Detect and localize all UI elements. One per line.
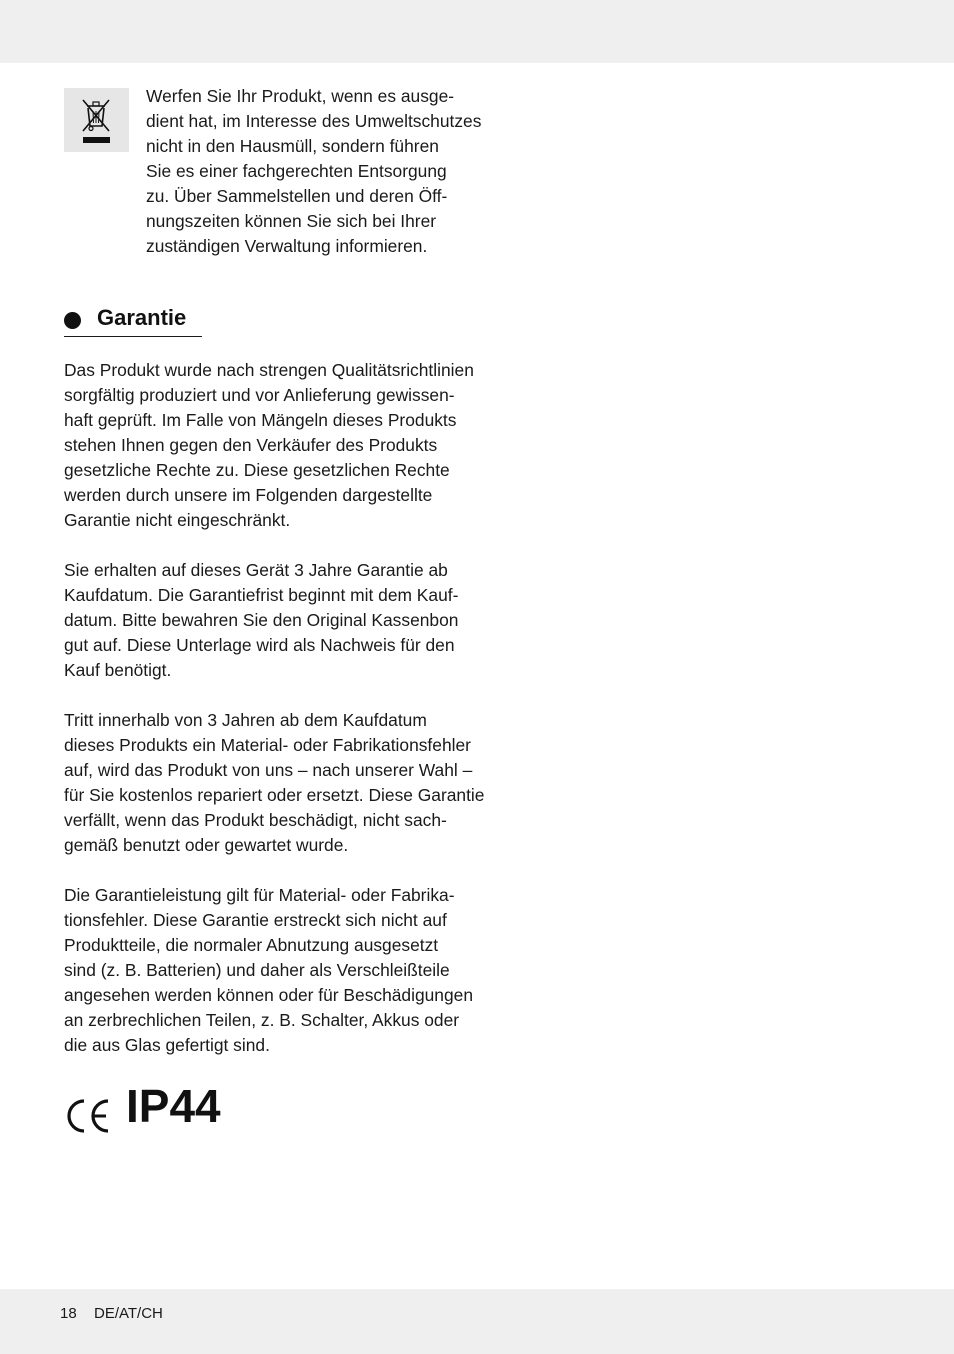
paragraph xyxy=(64,558,458,683)
section-heading xyxy=(64,304,202,337)
text-line: Die Garantieleistung gilt für Material- oder Fabrika- xyxy=(64,885,455,905)
ip-rating: IP44 xyxy=(126,1080,221,1132)
disposal-text xyxy=(146,84,481,259)
text-line: dieses Produkts ein Material- oder Fabrikationsfehler xyxy=(64,735,471,755)
text-line: nicht in den Hausmüll, sondern führen xyxy=(146,136,439,156)
text-line: für Sie kostenlos repariert oder ersetzt. Diese Garantie xyxy=(64,785,485,805)
text-line: gemäß benutzt oder gewartet wurde. xyxy=(64,835,349,855)
text-line: gesetzliche Rechte zu. Diese gesetzlichen Rechte xyxy=(64,460,450,480)
text-line: Kaufdatum. Die Garantiefrist beginnt mit dem Kauf- xyxy=(64,585,459,605)
text-line: sorgfältig produziert und vor Anlieferung gewissen- xyxy=(64,385,455,405)
text-line: tionsfehler. Diese Garantie erstreckt sich nicht auf xyxy=(64,910,447,930)
text-line: stehen Ihnen gegen den Verkäufer des Produkts xyxy=(64,435,438,455)
ce-mark-icon xyxy=(64,1097,112,1137)
text-line: Sie es einer fachgerechten Entsorgung xyxy=(146,161,447,181)
text-line: Sie erhalten auf dieses Gerät 3 Jahre Garantie ab xyxy=(64,560,448,580)
text-line: angesehen werden können oder für Beschädigungen xyxy=(64,985,473,1005)
text-line: Kauf benötigt. xyxy=(64,660,172,680)
paragraph xyxy=(64,708,484,858)
paragraph xyxy=(64,883,473,1058)
section-title: Garantie xyxy=(97,305,187,330)
text-line: an zerbrechlichen Teilen, z. B. Schalter, Akkus oder xyxy=(64,1010,460,1030)
region-label: DE/AT/CH xyxy=(94,1305,163,1322)
text-line: gut auf. Diese Unterlage wird als Nachweis für den xyxy=(64,635,455,655)
text-line: datum. Bitte bewahren Sie den Original Kassenbon xyxy=(64,610,459,630)
text-line: die aus Glas gefertigt sind. xyxy=(64,1035,270,1055)
text-line: auf, wird das Produkt von uns – nach unserer Wahl – xyxy=(64,760,473,780)
page-number: 18 xyxy=(60,1305,77,1322)
text-line: verfällt, wenn das Produkt beschädigt, nicht sach- xyxy=(64,810,447,830)
text-line: dient hat, im Interesse des Umweltschutzes xyxy=(146,111,482,131)
header-band xyxy=(0,0,954,63)
text-line: haft geprüft. Im Falle von Mängeln dieses Produkts xyxy=(64,410,457,430)
text-line: nungszeiten können Sie sich bei Ihrer xyxy=(146,211,437,231)
bullet-icon xyxy=(64,312,81,329)
text-line: Werfen Sie Ihr Produkt, wenn es ausge- xyxy=(146,86,455,106)
paragraph xyxy=(64,358,474,533)
text-line: werden durch unsere im Folgenden dargestellte xyxy=(64,485,433,505)
text-line: Produktteile, die normaler Abnutzung ausgesetzt xyxy=(64,935,439,955)
text-line: Das Produkt wurde nach strengen Qualitätsrichtlinien xyxy=(64,360,474,380)
crossed-bin-icon xyxy=(64,88,129,152)
text-line: zu. Über Sammelstellen und deren Öff- xyxy=(146,186,448,206)
text-line: sind (z. B. Batterien) und daher als Verschleißteile xyxy=(64,960,450,980)
text-line: zuständigen Verwaltung informieren. xyxy=(146,236,428,256)
text-line: Tritt innerhalb von 3 Jahren ab dem Kaufdatum xyxy=(64,710,427,730)
text-line: Garantie nicht eingeschränkt. xyxy=(64,510,291,530)
weee-symbol xyxy=(64,88,129,152)
